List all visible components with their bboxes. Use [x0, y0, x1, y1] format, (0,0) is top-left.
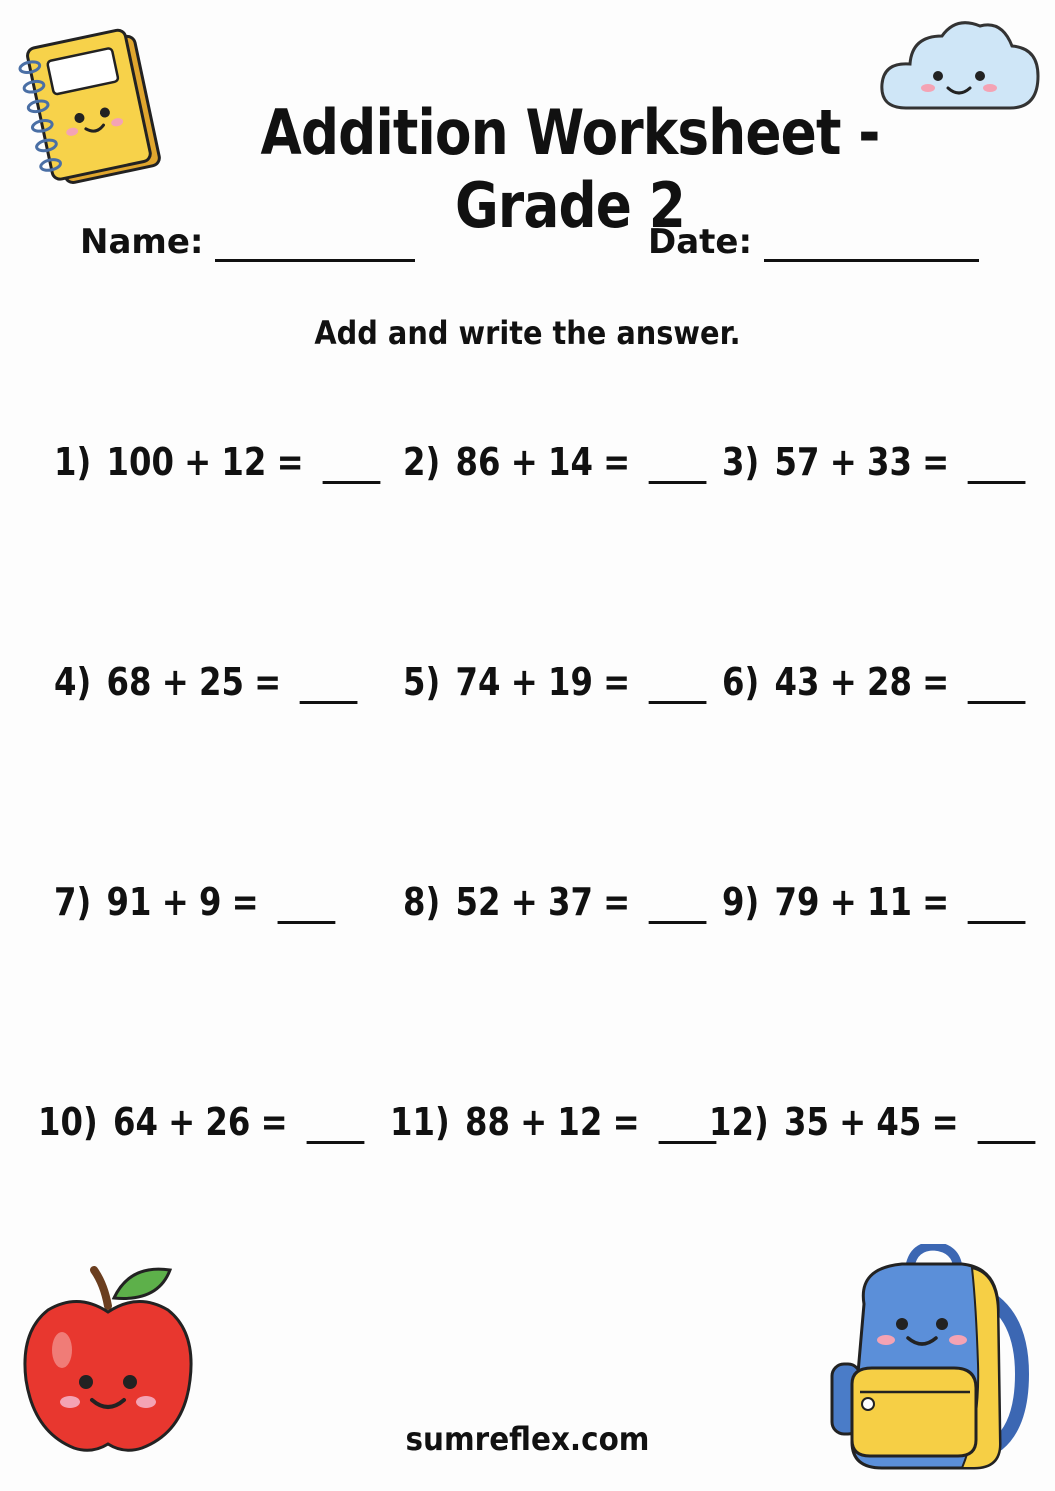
problem-1: [54, 440, 380, 484]
addend-a: 91: [106, 880, 152, 924]
problem-number: 2): [403, 440, 441, 484]
equals-sign: =: [276, 440, 304, 484]
plus-sign: +: [161, 880, 189, 924]
problem-number: 3): [722, 440, 760, 484]
answer-blank[interactable]: [977, 1103, 1035, 1144]
plus-sign: +: [829, 880, 857, 924]
addend-a: 86: [455, 440, 501, 484]
footer-website: sumreflex.com: [405, 1420, 650, 1458]
answer-blank[interactable]: [306, 1103, 364, 1144]
problem-number: 6): [722, 660, 760, 704]
addend-a: 64: [113, 1100, 158, 1144]
notebook-icon: [12, 24, 164, 196]
plus-sign: +: [829, 440, 857, 484]
addend-b: 9: [198, 880, 222, 924]
problem-number: 8): [403, 880, 441, 924]
problem-9: [722, 880, 1026, 924]
problem-11: [390, 1100, 716, 1144]
addend-a: 68: [106, 660, 152, 704]
equals-sign: =: [260, 1100, 288, 1144]
problem-8: [403, 880, 707, 924]
instructions: Add and write the answer.: [314, 314, 741, 352]
problem-number: 4): [54, 660, 92, 704]
problem-3: [722, 440, 1026, 484]
problem-6: [722, 660, 1026, 704]
problem-4: [54, 660, 358, 704]
addend-b: 26: [205, 1100, 251, 1144]
problem-5: [403, 660, 707, 704]
date-field: [648, 222, 979, 262]
addend-b: 19: [547, 660, 593, 704]
equals-sign: =: [612, 1100, 640, 1144]
answer-blank[interactable]: [658, 1103, 716, 1144]
addend-b: 25: [198, 660, 244, 704]
name-field: [80, 222, 415, 262]
addend-b: 37: [547, 880, 593, 924]
worksheet-title: Addition Worksheet - Grade 2: [260, 96, 880, 242]
problem-12: [709, 1100, 1035, 1144]
plus-sign: +: [520, 1100, 548, 1144]
equals-sign: =: [931, 1100, 959, 1144]
answer-blank[interactable]: [968, 443, 1026, 484]
answer-blank[interactable]: [649, 663, 707, 704]
equals-sign: =: [603, 660, 631, 704]
addend-b: 12: [557, 1100, 603, 1144]
plus-sign: +: [184, 440, 212, 484]
name-label: Name:: [80, 222, 204, 262]
addend-a: 57: [774, 440, 820, 484]
equals-sign: =: [603, 440, 631, 484]
addend-a: 43: [774, 660, 820, 704]
problem-number: 1): [54, 440, 92, 484]
addend-b: 12: [221, 440, 267, 484]
addend-a: 79: [774, 880, 820, 924]
plus-sign: +: [510, 660, 538, 704]
addend-a: 35: [784, 1100, 829, 1144]
equals-sign: =: [603, 880, 631, 924]
answer-blank[interactable]: [968, 883, 1026, 924]
equals-sign: =: [922, 440, 950, 484]
answer-blank[interactable]: [649, 883, 707, 924]
answer-blank[interactable]: [968, 663, 1026, 704]
problem-10: [38, 1100, 364, 1144]
equals-sign: =: [922, 880, 950, 924]
problem-number: 12): [709, 1100, 769, 1144]
plus-sign: +: [839, 1100, 867, 1144]
addend-a: 100: [106, 440, 174, 484]
addend-a: 74: [455, 660, 501, 704]
answer-blank[interactable]: [300, 663, 358, 704]
plus-sign: +: [510, 880, 538, 924]
problem-number: 10): [38, 1100, 98, 1144]
problem-number: 5): [403, 660, 441, 704]
name-blank-line[interactable]: [215, 229, 415, 262]
plus-sign: +: [829, 660, 857, 704]
problem-number: 11): [390, 1100, 450, 1144]
plus-sign: +: [161, 660, 189, 704]
answer-blank[interactable]: [649, 443, 707, 484]
plus-sign: +: [510, 440, 538, 484]
addend-a: 52: [455, 880, 501, 924]
addend-a: 88: [465, 1100, 510, 1144]
addend-b: 11: [866, 880, 912, 924]
equals-sign: =: [254, 660, 282, 704]
addend-b: 45: [876, 1100, 922, 1144]
plus-sign: +: [168, 1100, 196, 1144]
problem-2: [403, 440, 707, 484]
problem-number: 7): [54, 880, 92, 924]
equals-sign: =: [231, 880, 259, 924]
problem-7: [54, 880, 335, 924]
problem-number: 9): [722, 880, 760, 924]
answer-blank[interactable]: [277, 883, 335, 924]
date-label: Date:: [648, 222, 753, 262]
addend-b: 28: [866, 660, 912, 704]
equals-sign: =: [922, 660, 950, 704]
date-blank-line[interactable]: [764, 229, 979, 262]
answer-blank[interactable]: [322, 443, 380, 484]
addend-b: 14: [547, 440, 593, 484]
addend-b: 33: [866, 440, 912, 484]
